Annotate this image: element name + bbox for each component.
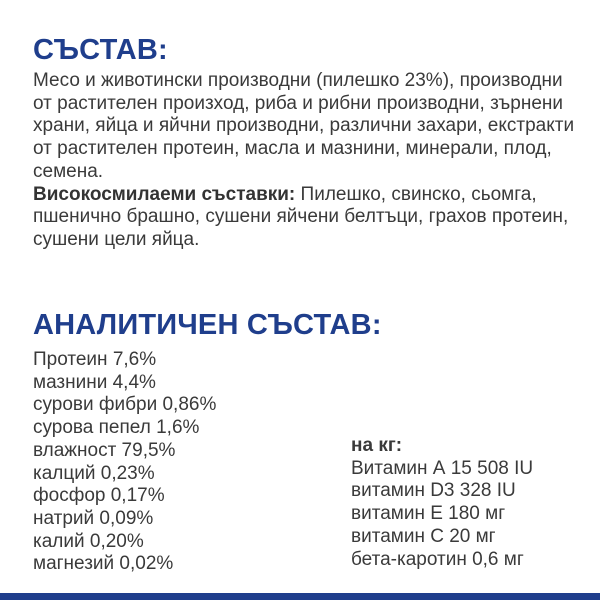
per-kg-list [351, 435, 533, 571]
per-kg-item: витамин С 20 мг [351, 525, 496, 547]
analytical-list [33, 349, 216, 576]
composition-text [33, 70, 578, 252]
analytical-item: влажност 79,5% [33, 439, 176, 461]
analytical-item: фосфор 0,17% [33, 485, 165, 507]
per-kg-item: витамин Е 180 мг [351, 503, 506, 525]
per-kg-label: на кг: [351, 435, 403, 456]
analytical-item: сурова пепел 1,6% [33, 417, 200, 439]
analytical-item: калций 0,23% [33, 462, 155, 484]
highly-digestible-text: Пилешко, свинско, сьомга, пшенично брашно, сушени яйчени белтъци, грахов протеин, сушени цели яйца. [33, 183, 569, 250]
analytical-item: сурови фибри 0,86% [33, 394, 217, 416]
ingredients-text: Месо и животински производни (пилешко 23%), производни от растителен произход, риба и рибни производни, зърнени храни, яйца и яйчни производни, различни захари, екстракти от растителен протеин, масла и мазнини, минерали, плод, семена. [33, 70, 575, 182]
per-kg-item: витамин D3 328 IU [351, 480, 516, 502]
analytical-item: Протеин 7,6% [33, 349, 157, 370]
analytical-item: натрий 0,09% [33, 507, 154, 529]
bottom-accent-bar [0, 593, 600, 600]
analytical-item: калий 0,20% [33, 530, 144, 552]
composition-title: СЪСТАВ: [33, 34, 168, 66]
analytical-title: АНАЛИТИЧЕН СЪСТАВ: [33, 309, 382, 341]
analytical-item: мазнини 4,4% [33, 371, 156, 393]
per-kg-item: бета-каротин 0,6 мг [351, 548, 524, 570]
per-kg-item: Витамин А 15 508 IU [351, 457, 534, 479]
highly-digestible-label: Високосмилаеми съставки: [33, 183, 296, 205]
analytical-item: магнезий 0,02% [33, 553, 174, 575]
